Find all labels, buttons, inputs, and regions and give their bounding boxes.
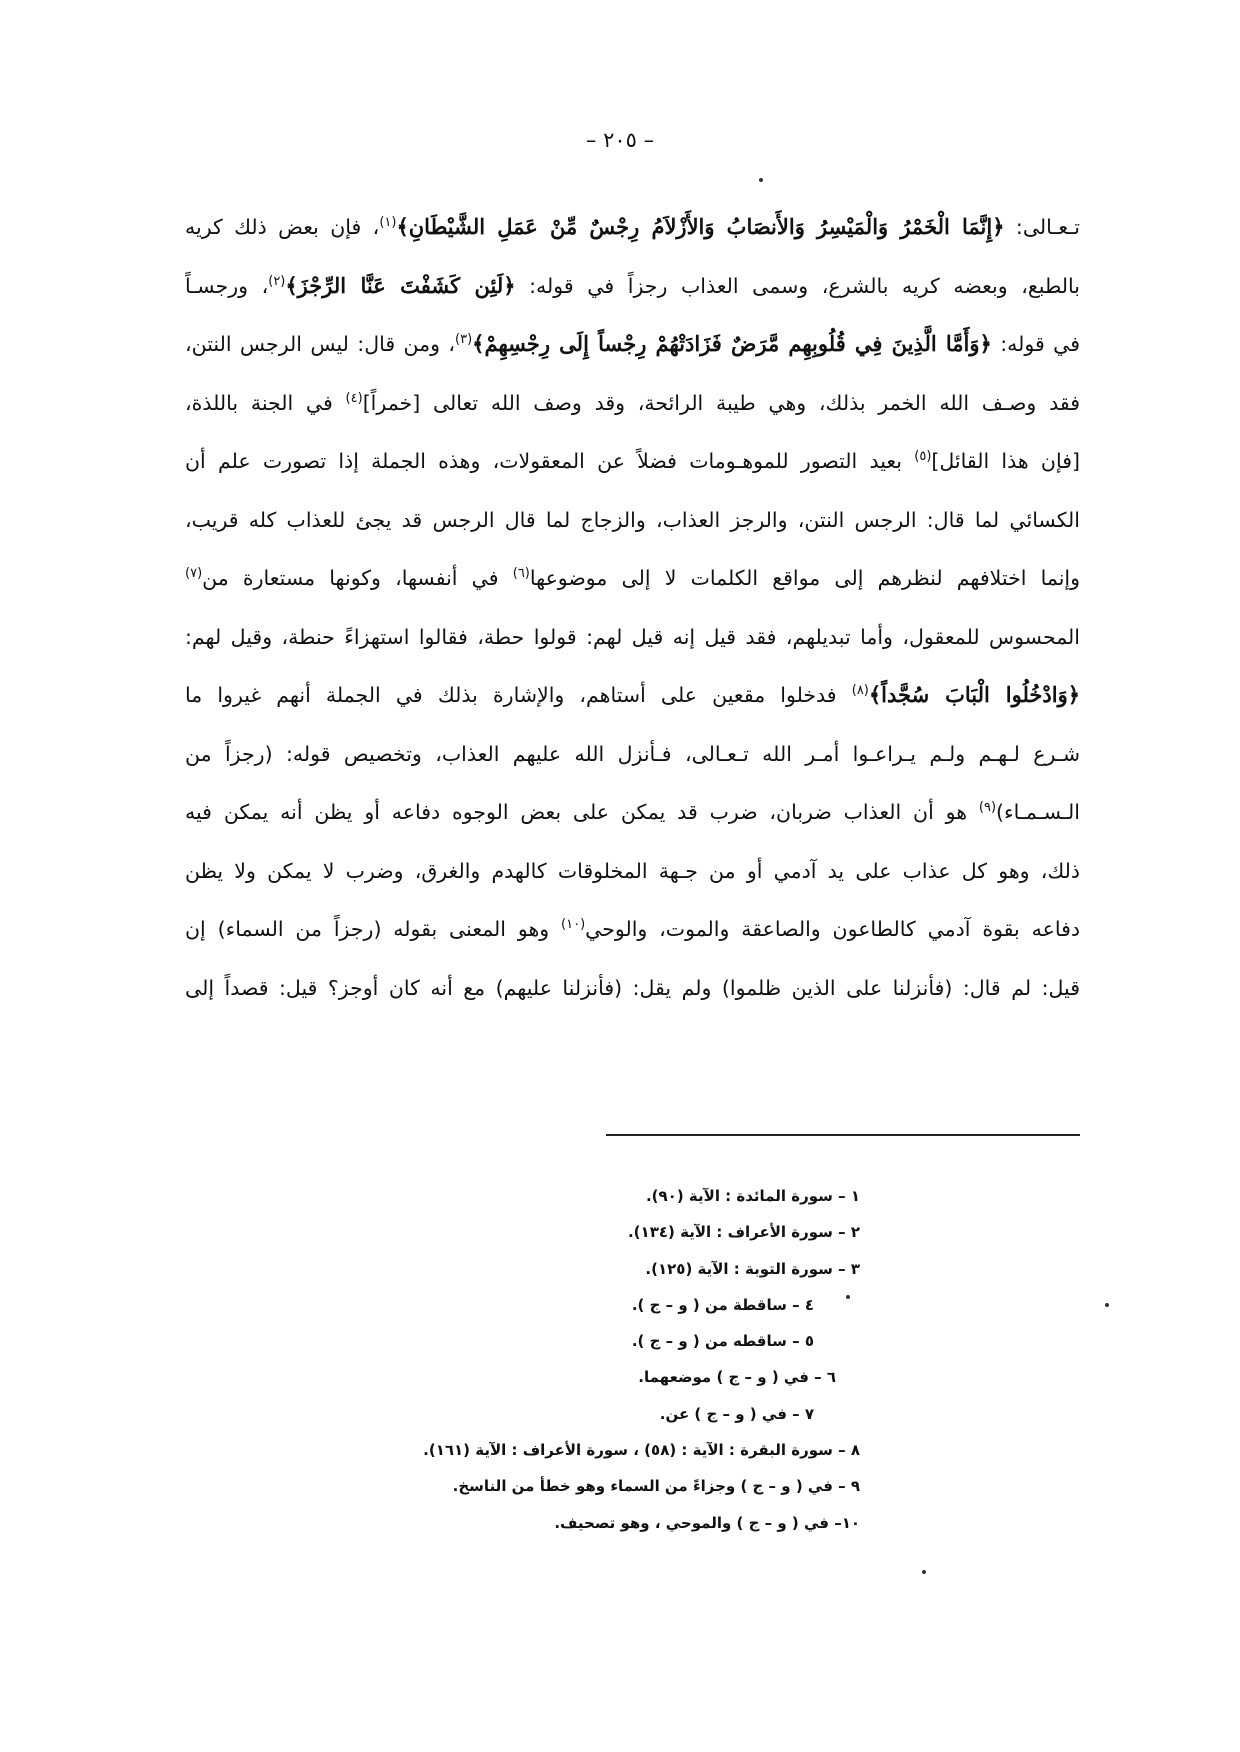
footnote-separator (606, 1134, 1080, 1136)
text-run: ، ورجسـاً (185, 273, 269, 298)
footnote-ref: (٢) (268, 273, 286, 289)
body-text (185, 198, 1080, 1017)
body-line (185, 257, 1080, 316)
footnote-item: ١٠– في ( و – ج ) والموحي ، وهو تصحيف. (554, 1513, 860, 1532)
quran-verse: ﴿وَادْخُلُوا الْبَابَ سُجَّداً﴾ (868, 682, 1081, 707)
footnote-item: ٣ – سورة التوبة : الآية (١٢٥). (645, 1259, 860, 1278)
quran-verse: ﴿إِنَّمَا الْخَمْرُ وَالْمَيْسِرُ وَالأَنصَابُ وَالأَزْلاَمُ رِجْسٌ مِّنْ عَمَلِ الشَّيْطَانِ﴾ (396, 214, 1005, 239)
body-line (185, 549, 1080, 608)
footnote-item: ٨ – سورة البقرة : الآية : (٥٨) ، سورة الأعراف : الآية (١٦١). (423, 1441, 860, 1460)
body-line (185, 198, 1080, 257)
scan-speck (759, 178, 763, 182)
body-line (185, 315, 1080, 374)
footnote-ref: (١) (379, 215, 397, 231)
text-run: فدخلوا مقعين على أستاهم، والإشارة بذلك في الجملة أنهم غيروا ما (185, 683, 852, 707)
footnotes (260, 1178, 860, 1541)
body-line (185, 900, 1080, 959)
footnote-item: ١ – سورة المائدة : الآية (٩٠). (645, 1187, 860, 1205)
text-run: فقد وصـف الله الخمر بذلك، وهي طيبة الرائحة، وقد وصف الله تعالى [خمراً] (362, 390, 1080, 415)
text-run: المحسوس للمعقول، وأما تبديلهم، فقد قيل إنه قيل لهم: قولوا حطة، فقالوا استهزاءً حنطة، وقيل لهم: (185, 624, 1080, 649)
text-run: هو أن العذاب ضربان، ضرب قد يمكن على بعض الوجوه دفاعه أو يظن أنه يمكن فيه (185, 800, 979, 824)
footnote-item: ٧ – في ( و – ج ) عن. (659, 1404, 814, 1423)
text-run: بالطبع، وبعضه كريه بالشرع، وسمى العذاب رجزاً في قوله: (515, 273, 1080, 298)
quran-verse: ﴿وَأَمَّا الَّذِينَ فِي قُلُوبِهِم مَّرَضٌ فَزَادَتْهُمْ رِجْساً إِلَى رِجْسِهِمْ﴾ (472, 331, 992, 356)
scan-speck (846, 1295, 850, 1299)
text-run: في الجنة باللذة، (185, 390, 346, 415)
text-run: تـعـالى: (1004, 215, 1081, 239)
footnote-ref: (٦) (512, 566, 530, 582)
footnote-ref: (٧) (185, 566, 203, 582)
page-number: – ٢٠٥ – (585, 128, 655, 152)
text-run: ، ومن قال: ليس الرجس النتن، (185, 332, 456, 356)
footnote-ref: (٩) (978, 800, 997, 816)
scan-speck (1105, 1303, 1109, 1307)
body-line (185, 491, 1080, 550)
body-line (185, 783, 1080, 842)
footnote-ref: (٨) (851, 683, 869, 699)
footnote-item: ٩ – في ( و – ج ) وجزاءً من السماء وهو خطأ من الناسخ. (452, 1477, 860, 1496)
body-line (185, 432, 1080, 491)
body-line (185, 842, 1080, 901)
text-run: بعيد التصور للموهـومات فضلاً عن المعقولات، وهذه الجملة إذا تصورت علم أن (185, 449, 915, 473)
footnote-ref: (٤) (345, 390, 363, 406)
text-run: دفاعه بقوة آدمي كالطاعون والصاعقة والموت، والوحي (585, 917, 1080, 941)
text-run: الـسـمـاء) (996, 800, 1080, 824)
footnote-item: ٤ – ساقطة من ( و – ج ). (631, 1295, 814, 1314)
footnote-ref: (١٠) (561, 917, 586, 933)
quran-verse: ﴿لَئِن كَشَفْتَ عَنَّا الرِّجْزَ﴾ (285, 272, 516, 298)
body-line (185, 959, 1080, 1018)
body-line (185, 374, 1080, 433)
body-line (185, 608, 1080, 667)
text-run: وهو المعنى بقوله (رجزاً من السماء) إن (185, 917, 562, 941)
text-run: الكسائي لما قال: الرجس النتن، والرجز العذاب، والزجاج لما قال الرجس قد يجئ للعذاب كله قريب، (185, 507, 1080, 532)
footnote-item: ٥ – ساقطه من ( و – ج ). (631, 1332, 814, 1351)
footnote-item: ٦ – في ( و – ج ) موضعهما. (638, 1368, 836, 1387)
text-run: ، فإن بعض ذلك كريه (185, 215, 380, 239)
text-run: قيل: لم قال: (فأنزلنا على الذين ظلموا) ولم يقل: (فأنزلنا عليهم) مع أنه كان أوجز؟ قيل: قصداً إلى (185, 975, 1080, 1000)
body-line (185, 725, 1080, 784)
text-run: في قوله: (991, 332, 1081, 356)
body-line (185, 666, 1080, 725)
scan-speck (922, 1570, 926, 1574)
footnote-item: ٢ – سورة الأعراف : الآية (١٣٤). (627, 1223, 860, 1242)
text-run: وإنما اختلافهم لنظرهم إلى مواقع الكلمات لا إلى موضوعها (529, 566, 1081, 590)
text-run: ذلك، وهو كل عذاب على يد آدمي أو من جـهة المخلوقات كالهدم والغرق، وضرب لا يمكن ولا يظن (185, 858, 1080, 883)
footnote-ref: (٣) (455, 332, 473, 348)
text-run: [فإن هذا القائل] (931, 449, 1081, 473)
text-run: شـرع لـهـم ولـم يـراعـوا أمـر الله تـعـالى، فـأنزل الله عليهم العذاب، وتخصيص قوله: (رجزاً من (185, 741, 1080, 766)
text-run: في أنفسها، وكونها مستعارة من (202, 566, 513, 590)
footnote-ref: (٥) (914, 449, 932, 465)
